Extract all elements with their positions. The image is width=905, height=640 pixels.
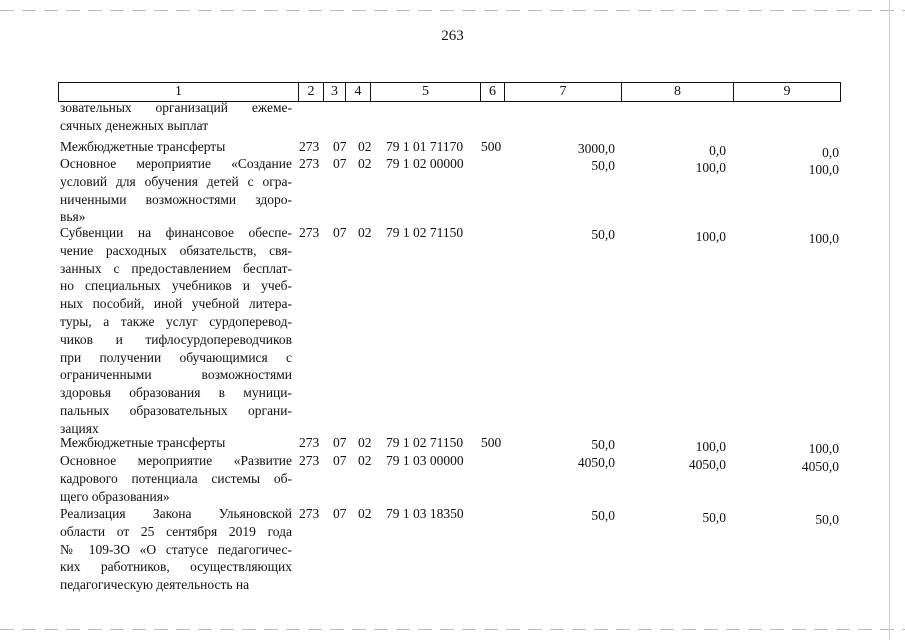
col-2-code: 273 — [299, 156, 320, 171]
description-line: зациях — [60, 420, 99, 436]
description-line: № 109-ЗО «О статусе педагогичес- — [60, 541, 292, 557]
row-description — [60, 99, 292, 135]
amount-col-7: 50,0 — [591, 227, 615, 242]
header-col-5: 5 — [370, 83, 480, 101]
description-line: чиков и тифлосурдопереводчиков — [60, 331, 292, 347]
description-line: кадрового потенциала системы об- — [60, 470, 292, 486]
description-line: педагогическую деятельность на — [60, 577, 250, 593]
description-line: зовательных организаций ежеме- — [60, 100, 292, 115]
description-line: ниченными возможностями здоро- — [60, 191, 292, 207]
amount-col-8: 100,0 — [695, 160, 726, 175]
header-col-3: 3 — [323, 83, 345, 101]
header-col-6: 6 — [480, 83, 504, 101]
description-line: при получении обучающимися с — [60, 349, 292, 365]
col-3-section: 07 — [333, 435, 347, 450]
row-description — [60, 452, 292, 505]
description-line: вья» — [60, 209, 86, 225]
col-3-section: 07 — [333, 225, 347, 240]
header-col-7: 7 — [504, 83, 621, 101]
col-3-section: 07 — [333, 506, 347, 521]
col-5-target-article: 79 1 03 18350 — [386, 506, 464, 521]
col-5-target-article: 79 1 02 71150 — [386, 225, 464, 240]
amount-col-7: 50,0 — [591, 158, 615, 173]
amount-col-8: 0,0 — [709, 143, 726, 158]
page-number: 263 — [441, 28, 464, 44]
description-line: но специальных учебников и учеб- — [60, 278, 292, 294]
description-line: ных пособий, иной учебной литера- — [60, 296, 292, 312]
amount-col-7: 50,0 — [591, 508, 615, 523]
row-description — [60, 224, 292, 438]
col-4-subsection: 02 — [358, 225, 372, 240]
description-line: Межбюджетные трансферты — [60, 435, 226, 450]
amount-col-8: 100,0 — [695, 229, 726, 244]
col-4-subsection: 02 — [358, 139, 372, 154]
description-line: чение расходных обязательств, свя- — [60, 242, 292, 258]
col-4-subsection: 02 — [358, 435, 372, 450]
description-line: сячных денежных выплат — [60, 117, 209, 133]
col-4-subsection: 02 — [358, 453, 372, 468]
description-line: пальных образовательных органи- — [60, 402, 292, 418]
amount-col-9: 100,0 — [808, 231, 839, 246]
description-line: занных с предоставлением бесплат- — [60, 260, 292, 276]
col-4-subsection: 02 — [358, 156, 372, 171]
description-line: ких работников, осуществляющих — [60, 559, 292, 575]
description-line: здоровья образования в муници- — [60, 385, 292, 401]
description-line: Межбюджетные трансферты — [60, 139, 226, 154]
col-3-section: 07 — [333, 139, 347, 154]
col-2-code: 273 — [299, 506, 320, 521]
row-description — [60, 434, 292, 452]
amount-col-7: 4050,0 — [577, 455, 615, 470]
row-description — [60, 505, 292, 594]
amount-col-9: 50,0 — [815, 512, 839, 527]
row-description — [60, 155, 292, 226]
description-line: Основное мероприятие «Создание — [60, 156, 292, 171]
top-scan-edge — [0, 10, 905, 11]
col-5-target-article: 79 1 02 00000 — [386, 156, 464, 171]
bottom-scan-edge — [0, 629, 905, 630]
col-6-expense-type: 500 — [481, 139, 502, 154]
header-col-8: 8 — [621, 83, 733, 101]
header-col-1: 1 — [175, 84, 182, 99]
header-col-4: 4 — [345, 83, 370, 101]
col-2-code: 273 — [299, 453, 320, 468]
col-5-target-article: 79 1 01 71170 — [386, 139, 464, 154]
right-scan-edge — [889, 0, 890, 640]
amount-col-9: 4050,0 — [801, 459, 839, 474]
header-col-2: 2 — [298, 83, 323, 101]
description-line: области от 25 сентября 2019 года — [60, 523, 292, 539]
description-line: ограниченными возможностями — [60, 367, 292, 383]
description-line: Субвенции на финансовое обеспе- — [60, 225, 292, 240]
description-line: условий для обучения детей с огра- — [60, 173, 292, 189]
col-5-target-article: 79 1 02 71150 — [386, 435, 464, 450]
col-2-code: 273 — [299, 435, 320, 450]
col-2-code: 273 — [299, 139, 320, 154]
col-4-subsection: 02 — [358, 506, 372, 521]
header-col-9: 9 — [733, 83, 840, 101]
row-description — [60, 138, 292, 156]
amount-col-8: 100,0 — [695, 439, 726, 454]
amount-col-8: 4050,0 — [688, 457, 726, 472]
col-5-target-article: 79 1 03 00000 — [386, 453, 464, 468]
amount-col-9: 0,0 — [822, 145, 839, 160]
amount-col-7: 50,0 — [591, 437, 615, 452]
col-6-expense-type: 500 — [481, 435, 502, 450]
description-line: туры, а также услуг сурдоперевод- — [60, 313, 292, 329]
description-line: Реализация Закона Ульяновской — [60, 506, 292, 521]
amount-col-7: 3000,0 — [577, 141, 615, 156]
description-line: Основное мероприятие «Развитие — [60, 453, 292, 468]
amount-col-8: 50,0 — [702, 510, 726, 525]
col-3-section: 07 — [333, 156, 347, 171]
description-line: щего образования» — [60, 488, 170, 504]
amount-col-9: 100,0 — [808, 441, 839, 456]
col-2-code: 273 — [299, 225, 320, 240]
col-3-section: 07 — [333, 453, 347, 468]
amount-col-9: 100,0 — [808, 162, 839, 177]
